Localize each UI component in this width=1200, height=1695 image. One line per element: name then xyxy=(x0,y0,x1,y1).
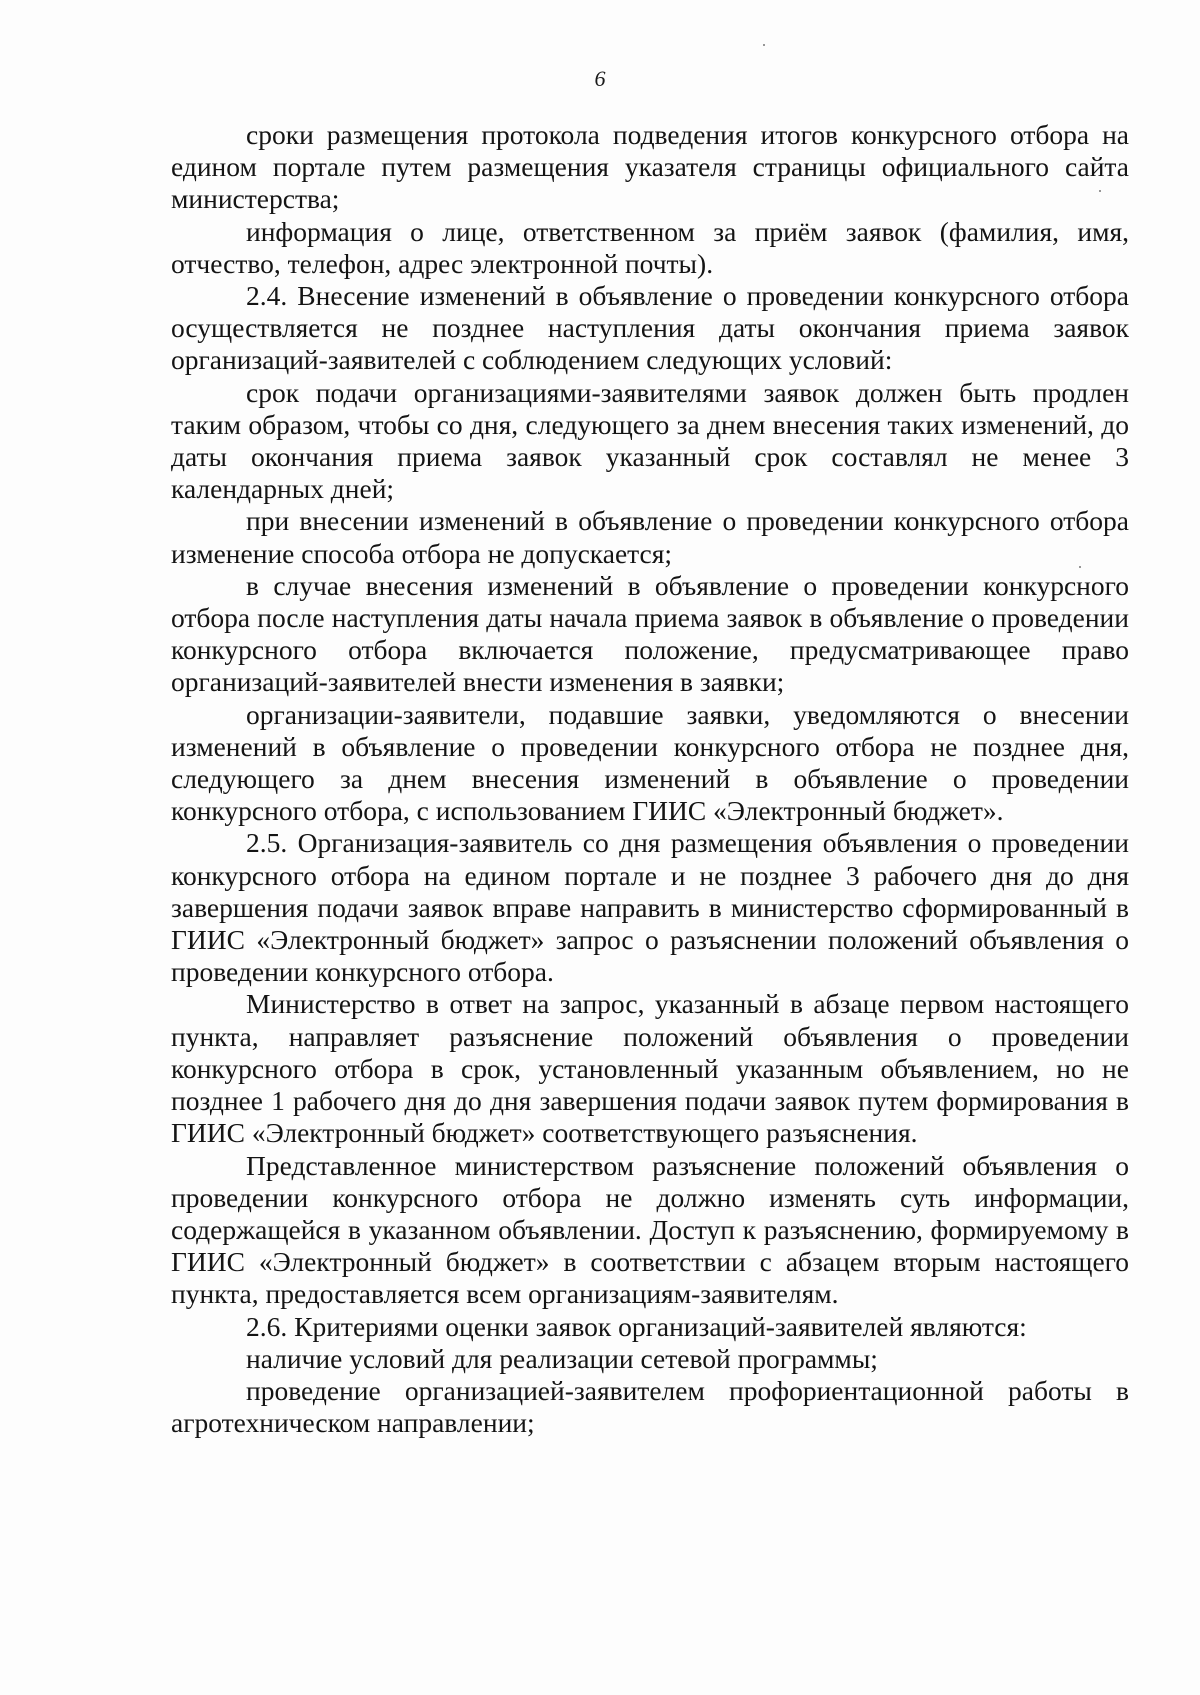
scan-speck xyxy=(1079,566,1081,568)
paragraph-11: 2.6. Критериями оценки заявок организаций-заявителей являются: xyxy=(246,1310,1027,1342)
paragraph-1: сроки размещения протокола подведения итогов конкурсного отбора на едином портале путем размещения указателя страницы официального сайта министерства; xyxy=(171,119,1129,215)
paragraph-13: проведение организацией-заявителем профориентационной работы в агротехническом направлении; xyxy=(171,1374,1129,1439)
paragraph-2: информация о лице, ответственном за приём заявок (фамилия, имя, отчество, телефон, адрес электронной почты). xyxy=(171,215,1129,279)
paragraph-3: 2.4. Внесение изменений в объявление о проведении конкурсного отбора осуществляется не позднее наступления даты окончания приема заявок организаций-заявителей с соблюдением следующих условий: xyxy=(171,280,1129,376)
paragraph-8: 2.5. Организация-заявитель со дня размещения объявления о проведении конкурсного отбора на едином портале и не позднее 3 рабочего дня до дня завершения подачи заявок вправе направить в министерство сформированный в ГИИС «Электронный бюджет» запрос о разъяснении положений объявления о проведении конкурсного отбора. xyxy=(171,827,1129,988)
paragraph-5: при внесении изменений в объявление о проведении конкурсного отбора изменение способа отбора не допускается; xyxy=(171,505,1129,569)
page-number: 6 xyxy=(594,66,606,91)
scan-speck xyxy=(1099,190,1101,192)
paragraph-12: наличие условий для реализации сетевой программы; xyxy=(246,1342,878,1374)
paragraph-4: срок подачи организациями-заявителями заявок должен быть продлен таким образом, чтобы со дня, следующего за днем внесения таких изменений, до даты окончания приема заявок указанный срок составлял не менее 3 календарных дней; xyxy=(171,376,1129,505)
paragraph-7: организации-заявители, подавшие заявки, уведомляются о внесении изменений в объявление о проведении конкурсного отбора не позднее дня, следующего за днем внесения изменений в объявление о проведении конкурсного отбора, с использованием ГИИС «Электронный бюджет». xyxy=(171,698,1129,827)
paragraph-10: Представленное министерством разъяснение положений объявления о проведении конкурсного отбора не должно изменять суть информации, содержащейся в указанном объявлении. Доступ к разъяснению, формируемому в ГИИС «Электронный бюджет» в соответствии с абзацем вторым настоящего пункта, предоставляется всем организациям-заявителям. xyxy=(171,1149,1129,1310)
paragraph-6: в случае внесения изменений в объявление о проведении конкурсного отбора после наступления даты начала приема заявок в объявление о проведении конкурсного отбора включается положение, предусматривающее право организаций-заявителей внести изменения в заявки; xyxy=(171,569,1129,698)
scan-speck xyxy=(763,44,765,46)
paragraph-9: Министерство в ответ на запрос, указанный в абзаце первом настоящего пункта, направляет разъяснение положений объявления о проведении конкурсного отбора в срок, установленный указанным объявлением, но не позднее 1 рабочего дня до дня завершения подачи заявок путем формирования в ГИИС «Электронный бюджет» соответствующего разъяснения. xyxy=(171,988,1129,1149)
document-body xyxy=(171,119,1129,1439)
